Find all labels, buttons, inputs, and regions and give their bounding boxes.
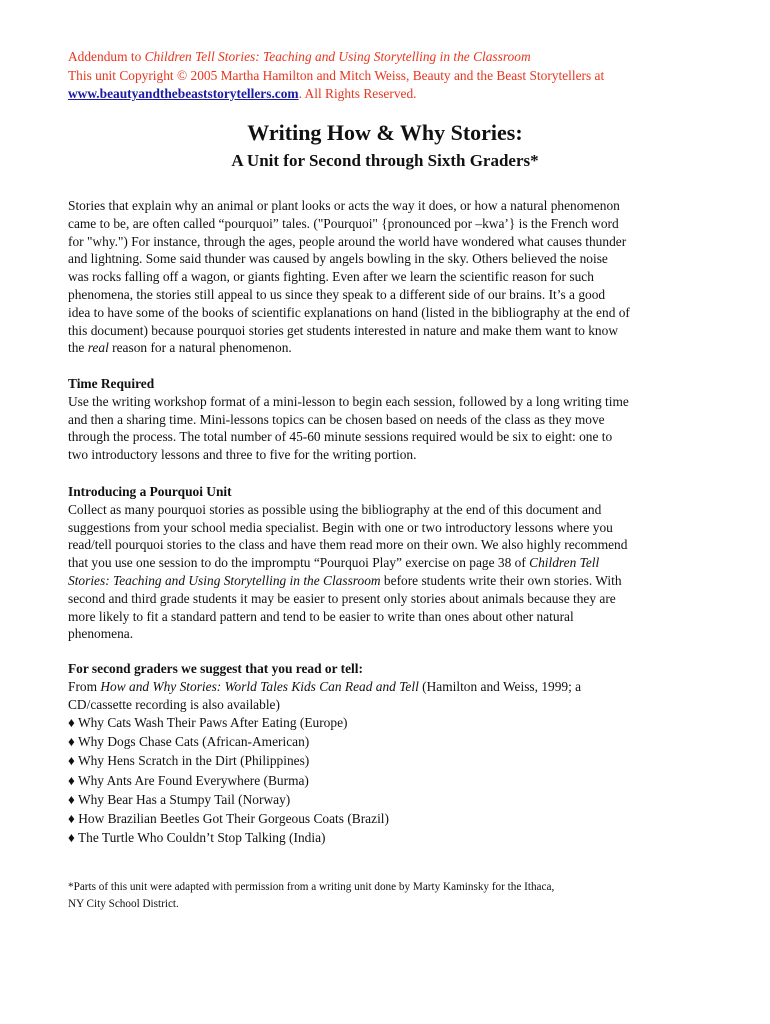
list-item-text: Why Cats Wash Their Paws After Eating (Europe)	[77, 715, 348, 730]
list-item	[68, 732, 389, 751]
list-item	[68, 809, 389, 828]
document-title: Writing How & Why Stories:	[247, 120, 523, 145]
text-run: (Hamilton and Weiss, 1999; a	[418, 678, 582, 694]
text-run: From	[68, 678, 101, 694]
text-line: Use the writing workshop format of a mini-lesson to begin each session, followed by a long writing time	[68, 393, 629, 409]
list-item-text: Why Ants Are Found Everywhere (Burma)	[77, 772, 309, 788]
list-item-text: Why Bear Has a Stumpy Tail (Norway)	[77, 791, 291, 807]
website-line	[68, 85, 718, 104]
footnote-line: *Parts of this unit were adapted with permission from a writing unit done by Marty Kaminsky for the Ithaca,	[68, 881, 555, 893]
footnote-line: NY City School District.	[68, 898, 179, 910]
text-line: phenomena, the stories still appeal to us since they speak to a different side of our brains. It’s a good	[68, 286, 606, 302]
copyright-line: This unit Copyright © 2005 Martha Hamilton and Mitch Weiss, Beauty and the Beast Storytellers at	[68, 67, 605, 83]
intro-paragraph	[68, 197, 708, 357]
text-line: through the process. The total number of 45-60 minute sessions required would be six to eight: one to	[68, 429, 613, 445]
text-line	[68, 572, 708, 590]
text-line: and lightning. Some said thunder was caused by angels bowling in the sky. Others believed the noise	[68, 251, 608, 267]
time-required-section	[68, 375, 708, 464]
text-line: this document) because pourquoi stories get students interested in nature and make them want to know	[68, 322, 618, 338]
introducing-section	[68, 483, 708, 643]
text-line: was rocks falling off a wagon, or giants fighting. Even after we learn the scientific reason for such	[68, 269, 594, 285]
website-link[interactable]: www.beautyandthebeaststorytellers.com	[68, 86, 299, 101]
text-line	[68, 554, 708, 572]
addendum-header	[68, 48, 718, 104]
addendum-prefix: Addendum to	[68, 49, 145, 64]
section-heading-second-graders: For second graders we suggest that you read or tell:	[68, 661, 363, 676]
text-line: Collect as many pourquoi stories as possible using the bibliography at the end of this document and	[68, 501, 602, 517]
section-heading-introducing: Introducing a Pourquoi Unit	[68, 484, 232, 499]
text-line: idea to have some of the books of scientific explanations on hand (listed in the bibliography at the end of	[68, 304, 630, 320]
list-item	[68, 713, 389, 732]
text-line: came to be, are often called “pourquoi” tales. ("Pourquoi" {pronounced por –kwa’} is the French word	[68, 215, 619, 231]
list-item	[68, 771, 389, 790]
text-line: for "why.") For instance, through the ages, people around the world have wondered what causes thunder	[68, 233, 627, 249]
list-item-text: Why Dogs Chase Cats (African-American)	[77, 734, 310, 750]
text-run: the	[68, 340, 88, 356]
rights-reserved: . All Rights Reserved.	[298, 86, 417, 101]
text-line: suggestions from your school media specialist. Begin with one or two introductory lessons where you	[68, 519, 613, 535]
text-line: second and third grade students it may be easier to present only stories about animals because they are	[68, 590, 616, 606]
text-line	[68, 678, 708, 696]
text-line: Stories that explain why an animal or plant looks or acts the way it does, or how a natural phenomenon	[68, 198, 620, 213]
diamond-bullet-icon: ♦	[68, 772, 75, 788]
footnote	[68, 879, 718, 913]
diamond-bullet-icon: ♦	[68, 791, 75, 807]
list-item-text: How Brazilian Beetles Got Their Gorgeous Coats (Brazil)	[78, 811, 389, 827]
text-run: reason for a natural phenomenon.	[108, 340, 292, 356]
text-line: read/tell pourquoi stories to the class and have them read more on their own. We also highly recommend	[68, 537, 628, 553]
list-item	[68, 790, 389, 809]
addendum-book-title: Children Tell Stories: Teaching and Using Storytelling in the Classroom	[144, 49, 531, 64]
story-list	[68, 713, 389, 847]
diamond-bullet-icon: ♦	[68, 811, 75, 827]
text-run: that you use one session to do the impromptu “Pourquoi Play” exercise on page 38 of	[68, 555, 530, 571]
emphasis-real: real	[87, 340, 109, 356]
second-graders-section	[68, 660, 708, 713]
addendum-line	[68, 48, 718, 67]
emphasis-book-title: Children Tell	[529, 555, 600, 571]
list-item-text: Why Hens Scratch in the Dirt (Philippines)	[77, 753, 310, 769]
list-item	[68, 751, 389, 770]
emphasis-book-title: How and Why Stories: World Tales Kids Can Read and Tell	[100, 678, 419, 694]
emphasis-book-title: Stories: Teaching and Using Storytelling in the Classroom	[68, 572, 381, 588]
list-item-text: The Turtle Who Couldn’t Stop Talking (India)	[77, 830, 326, 846]
document-subtitle: A Unit for Second through Sixth Graders*	[231, 151, 539, 170]
text-line: two introductory lessons and three to five for the writing portion.	[68, 447, 417, 463]
diamond-bullet-icon: ♦	[68, 734, 75, 750]
list-item	[68, 828, 389, 847]
text-line: CD/cassette recording is also available)	[68, 696, 280, 712]
diamond-bullet-icon: ♦	[68, 715, 75, 730]
diamond-bullet-icon: ♦	[68, 753, 75, 769]
diamond-bullet-icon: ♦	[68, 830, 75, 846]
text-line	[68, 339, 708, 357]
text-run: before students write their own stories. With	[380, 572, 622, 588]
section-heading-time-required: Time Required	[68, 376, 155, 391]
text-line: and then a sharing time. Mini-lessons topics can be chosen based on needs of the class as they move	[68, 411, 605, 427]
text-line: more likely to fit a standard pattern and tend to be easier to write than ones about other natural	[68, 608, 574, 624]
text-line: phenomena.	[68, 626, 134, 642]
